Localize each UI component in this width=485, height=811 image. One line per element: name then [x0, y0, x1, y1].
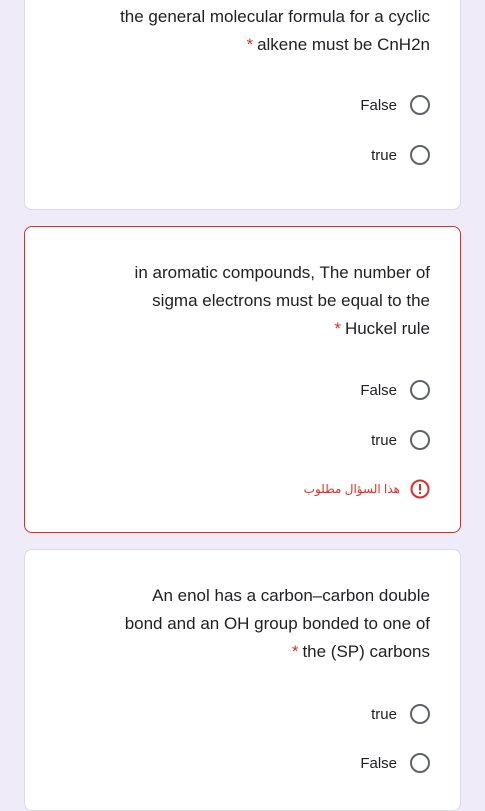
radio-unchecked-icon[interactable]: [410, 753, 430, 773]
question-title-line: sigma electrons must be equal to the: [152, 291, 430, 310]
option-false[interactable]: [360, 750, 430, 776]
radio-unchecked-icon[interactable]: [410, 704, 430, 724]
question-title: [49, 3, 430, 59]
required-asterisk: *: [291, 642, 299, 661]
option-true[interactable]: [371, 427, 430, 453]
required-error-message: [304, 477, 430, 501]
radio-unchecked-icon[interactable]: [410, 145, 430, 165]
option-true[interactable]: [371, 142, 430, 168]
option-label: False: [360, 381, 397, 399]
option-label: true: [371, 431, 397, 449]
question-card-1: [24, 0, 461, 210]
required-asterisk: *: [246, 35, 254, 54]
option-label: False: [360, 754, 397, 772]
question-title-line: * Huckel rule: [334, 319, 430, 338]
option-false[interactable]: [360, 92, 430, 118]
error-text: هذا السؤال مطلوب: [303, 482, 400, 496]
question-card-3: [24, 549, 461, 811]
radio-unchecked-icon[interactable]: [410, 380, 430, 400]
question-title-line: bond and an OH group bonded to one of: [124, 614, 430, 633]
question-title: [49, 259, 430, 343]
option-label: true: [371, 146, 397, 164]
radio-unchecked-icon[interactable]: [410, 430, 430, 450]
question-card-2: [24, 226, 461, 533]
required-asterisk: *: [334, 319, 341, 338]
option-label: False: [360, 96, 397, 114]
question-title-line: An enol has a carbon–carbon double: [152, 586, 430, 605]
question-title-line: the general molecular formula for a cyclic: [120, 7, 430, 26]
option-label: true: [371, 705, 397, 723]
option-false[interactable]: [360, 377, 430, 403]
error-alert-icon: [410, 479, 430, 499]
question-title-line: * alkene must be CnH2n: [246, 35, 430, 54]
question-title-line: in aromatic compounds, The number of: [134, 263, 430, 282]
option-true[interactable]: [371, 701, 430, 727]
question-title: [49, 582, 430, 666]
radio-unchecked-icon[interactable]: [410, 95, 430, 115]
question-title-line: * the (SP) carbons: [291, 642, 430, 661]
